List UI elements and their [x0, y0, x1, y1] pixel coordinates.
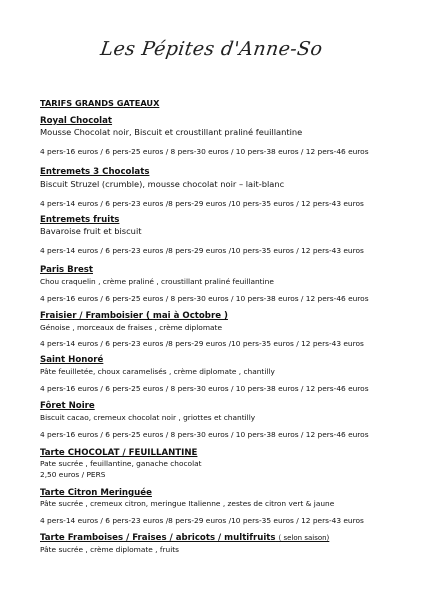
item-title-royal-chocolat: Royal Chocolat: [40, 116, 113, 126]
item-price: 4 pers-14 euros / 6 pers-23 euros /8 pers-29 euros /10 pers-35 euros / 12 pers-43 euros: [40, 199, 364, 208]
season-note: ( selon saison): [278, 534, 330, 542]
item-price: 4 pers-14 euros / 6 pers-23 euros /8 pers-29 euros /10 pers-35 euros / 12 pers-43 euros: [40, 246, 364, 255]
item-price: 4 pers-16 euros / 6 pers-25 euros / 8 pers-30 euros / 10 pers-38 euros / 12 pers-46 euros: [40, 384, 369, 393]
item-description: Pâte feuilletée, choux caramelisés , crème diplomate , chantilly: [40, 367, 275, 376]
item-title-fraisier-framboisier: Fraisier / Framboisier ( mai à Octobre ): [40, 311, 228, 321]
item-title-tarte-citron-meringuee: Tarte Citron Meringuée: [40, 488, 152, 498]
item-title-foret-noire: Fôret Noire: [40, 401, 95, 411]
item-description: Chou craquelin , crème praliné , croustillant praliné feuillantine: [40, 277, 274, 286]
item-price: 4 pers-16 euros / 6 pers-25 euros / 8 pers-30 euros / 10 pers-38 euros / 12 pers-46 euros: [40, 294, 369, 303]
item-description: Pate sucrée , feuillantine, ganache chocolat: [40, 459, 202, 468]
item-price: 4 pers-16 euros / 6 pers-25 euros / 8 pers-30 euros / 10 pers-38 euros / 12 pers-46 euros: [40, 147, 369, 156]
item-description: Bavaroise fruit et biscuit: [40, 226, 142, 236]
item-description: Mousse Chocolat noir, Biscuit et croustillant praliné feuillantine: [40, 127, 303, 137]
item-description: Biscuit cacao, cremeux chocolat noir , griottes et chantilly: [40, 413, 256, 422]
item-title-paris-brest: Paris Brest: [40, 265, 93, 275]
item-description: Biscuit Struzel (crumble), mousse chocolat noir – lait-blanc: [40, 179, 285, 189]
item-title-tarte-fruits: [40, 533, 329, 543]
item-price: 2,50 euros / PERS: [40, 470, 106, 479]
item-price: 4 pers-14 euros / 6 pers-23 euros /8 pers-29 euros /10 pers-35 euros / 12 pers-43 euros: [40, 339, 364, 348]
item-price: 4 pers-14 euros / 6 pers-23 euros /8 pers-29 euros /10 pers-35 euros / 12 pers-43 euros: [40, 516, 364, 525]
brand-logo-title: Les Pépites d'Anne-So: [99, 38, 324, 60]
item-title-tarte-chocolat-feuillantine: Tarte CHOCOLAT / FEUILLANTINE: [40, 448, 198, 458]
item-title-entremets-3-chocolats: Entremets 3 Chocolats: [40, 167, 150, 177]
item-price: 4 pers-16 euros / 6 pers-25 euros / 8 pers-30 euros / 10 pers-38 euros / 12 pers-46 euros: [40, 430, 369, 439]
item-description: Génoise , morceaux de fraises , crème diplomate: [40, 323, 222, 332]
section-heading: TARIFS GRANDS GATEAUX: [40, 98, 160, 108]
item-title-entremets-fruits: Entremets fruits: [40, 215, 120, 225]
item-description: Pâte sucrée , cremeux citron, meringue Italienne , zestes de citron vert & jaune: [40, 499, 335, 508]
item-title-saint-honore: Saint Honoré: [40, 355, 104, 365]
item-description: Pâte sucrée , crème diplomate , fruits: [40, 545, 180, 554]
item-title-text: Tarte Framboises / Fraises / abricots / multifruits: [40, 533, 276, 543]
